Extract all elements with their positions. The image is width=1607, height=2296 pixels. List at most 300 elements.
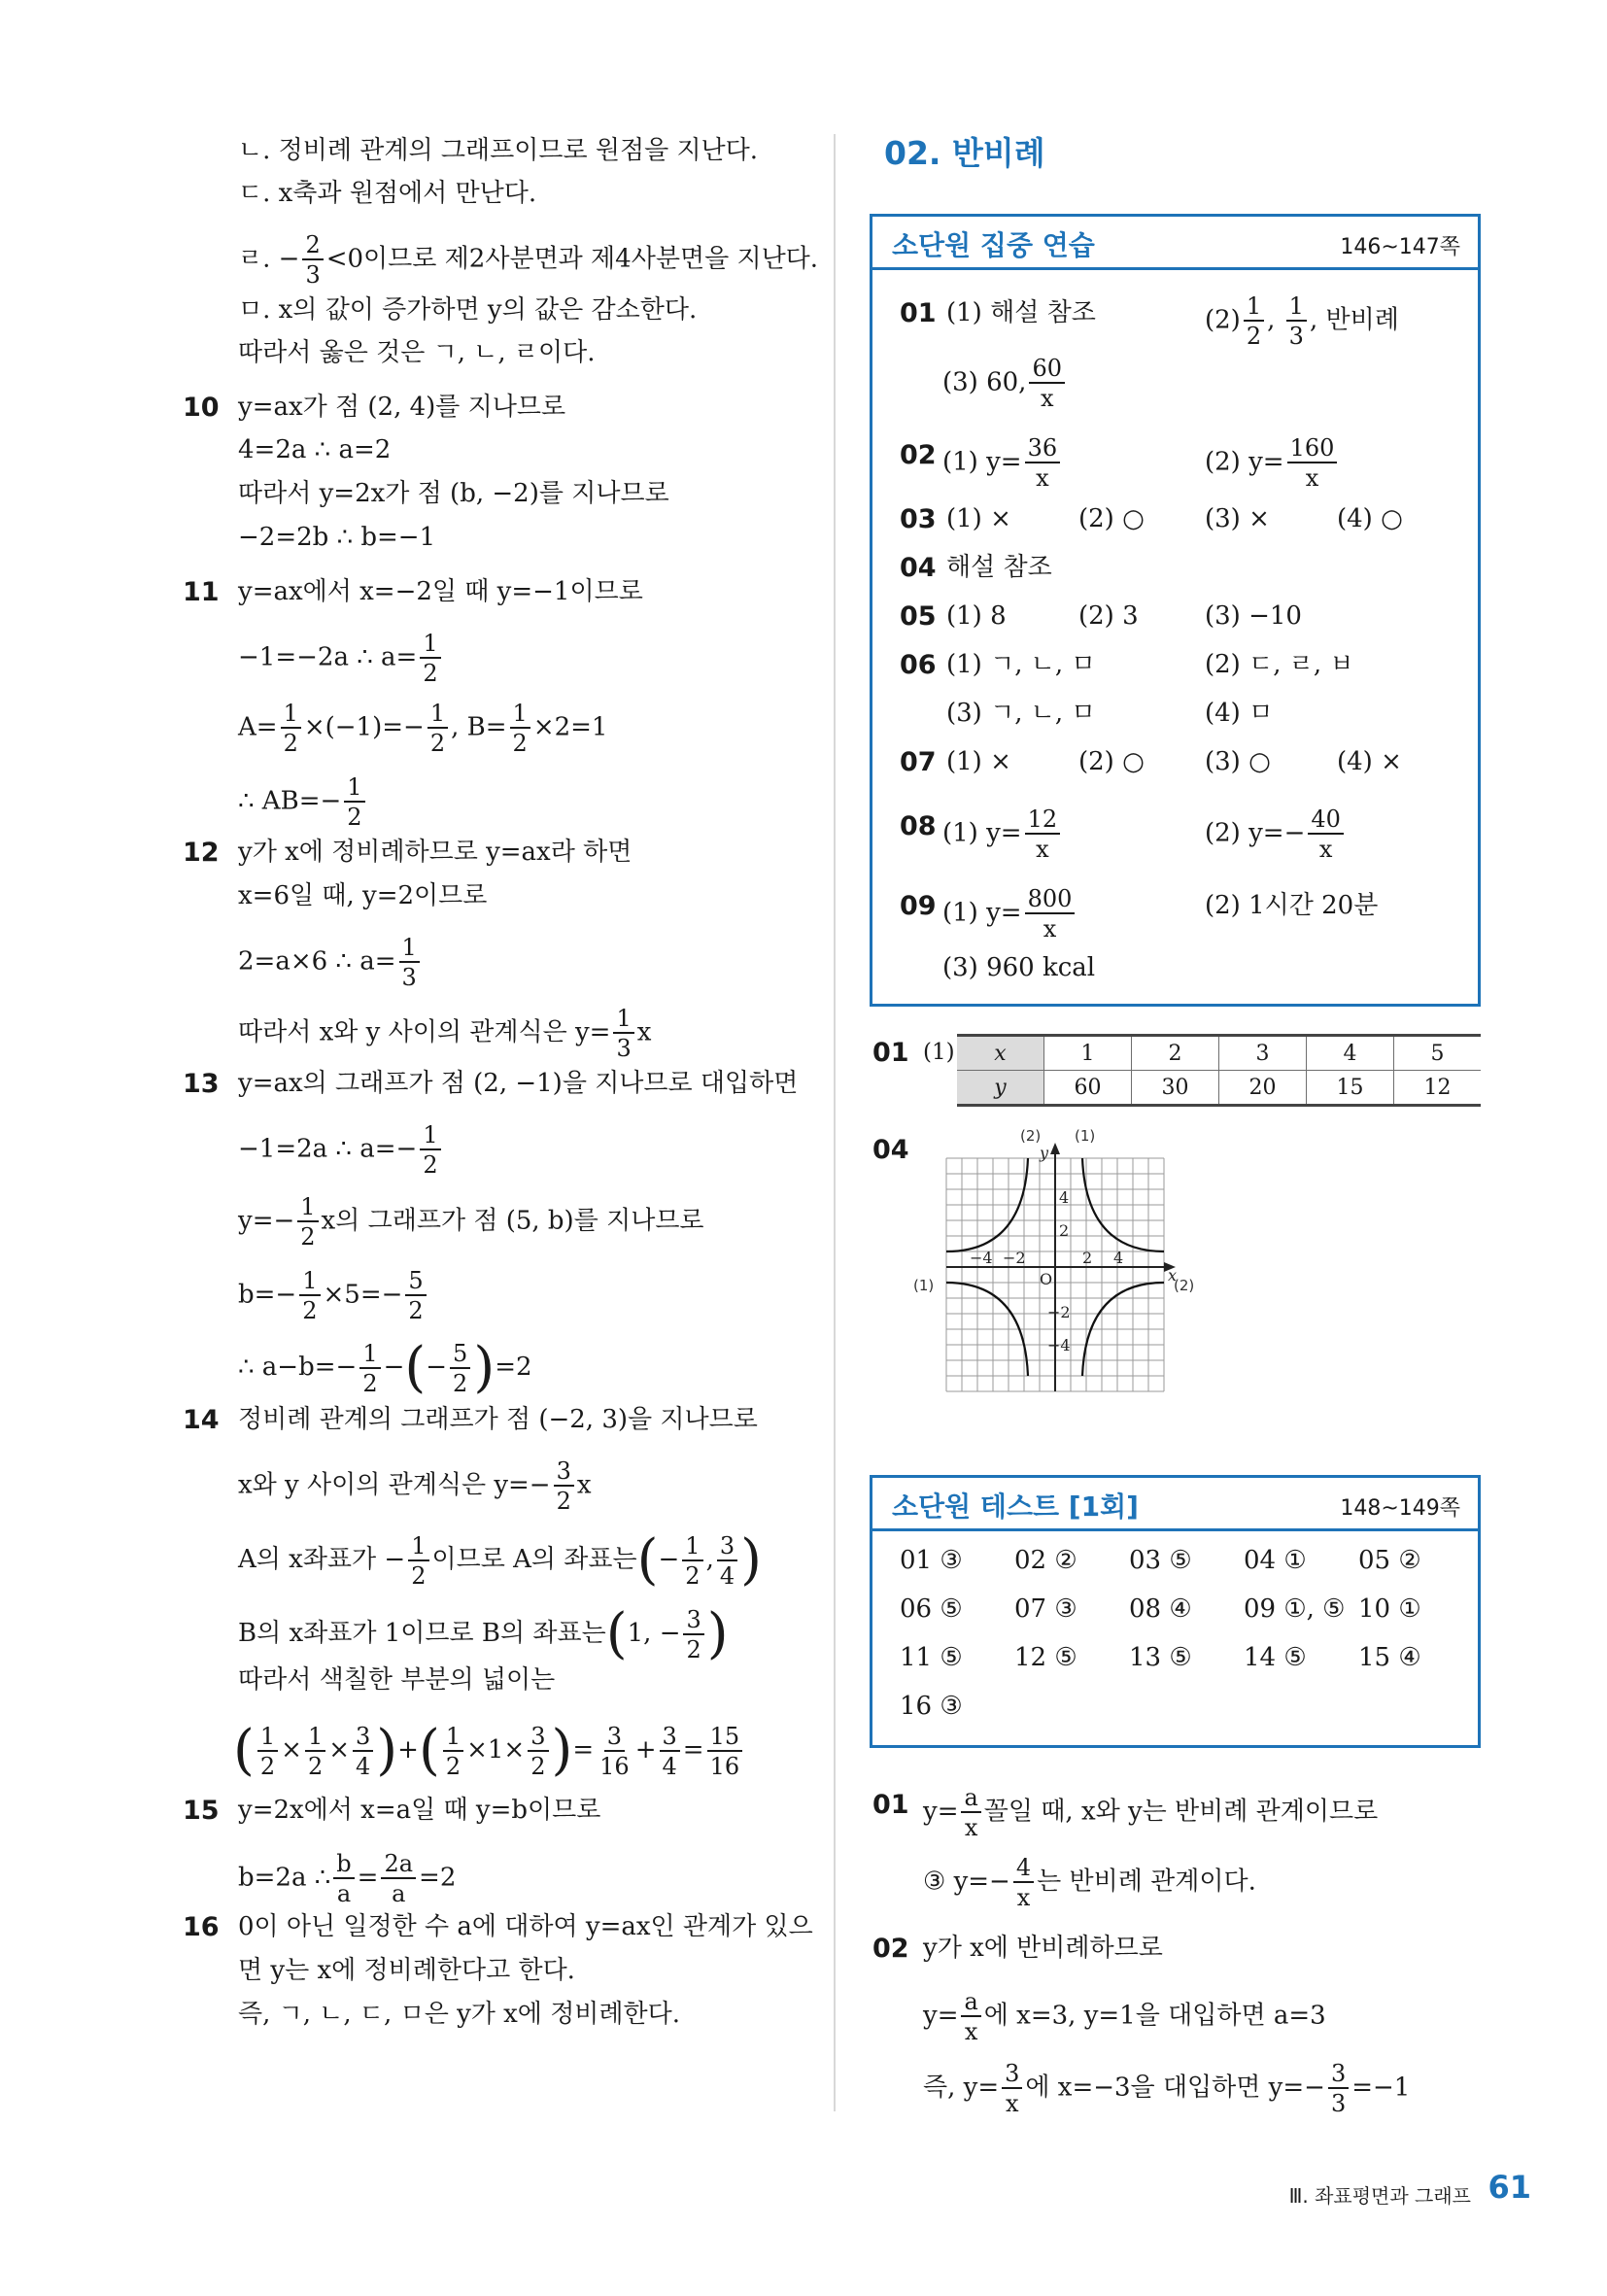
answer-text	[942, 807, 1063, 861]
answer-text	[942, 887, 1077, 941]
answer-item: 12 ⑤	[1014, 1643, 1077, 1672]
numerator: 3	[353, 1725, 373, 1752]
numerator: 1	[305, 1725, 325, 1752]
text: x	[636, 1017, 652, 1047]
numerator: 1	[420, 1123, 440, 1150]
table-cell: 60	[1044, 1071, 1132, 1106]
fraction	[420, 632, 440, 685]
text-line: y=ax가 점 (2, 4)를 지나므로	[238, 393, 566, 422]
fraction	[344, 775, 364, 829]
paren-close: )	[551, 1719, 573, 1782]
text: ×5=−	[323, 1280, 403, 1310]
fraction	[381, 1852, 416, 1905]
denominator: 2	[445, 1752, 462, 1780]
denominator: 2	[429, 730, 446, 757]
fraction	[1286, 294, 1307, 348]
numerator: 12	[1025, 807, 1061, 835]
text-line	[238, 775, 368, 829]
x-tick-label: 4	[1113, 1249, 1124, 1267]
denominator: 2	[307, 1752, 324, 1780]
text: ×	[281, 1735, 302, 1765]
denominator: 2	[556, 1488, 571, 1515]
denominator: 4	[662, 1752, 677, 1780]
text: x와 y 사이의 관계식은 y=−	[238, 1470, 551, 1500]
page-number: 61	[1487, 2169, 1531, 2206]
denominator: 2	[259, 1752, 276, 1780]
numerator: 1	[1286, 294, 1307, 322]
text-line: 따라서 옳은 것은 ㄱ, ㄴ, ㄹ이다.	[238, 338, 596, 367]
text-line: y=ax에서 x=−2일 때 y=−1이므로	[238, 577, 643, 606]
fraction	[450, 1339, 470, 1397]
text: A의 x좌표가 −	[238, 1545, 406, 1574]
denominator: 3	[1288, 323, 1304, 350]
fraction	[427, 702, 448, 755]
table-cell: 2	[1132, 1036, 1219, 1071]
answer-text	[1205, 436, 1340, 490]
answer-number: 04	[872, 1135, 909, 1165]
problem-number: 12	[183, 838, 220, 868]
answer-item: 11 ⑤	[900, 1643, 963, 1672]
answer-text: 해설 참조	[946, 553, 1052, 582]
text: x	[576, 1470, 592, 1500]
numerator: 2	[302, 233, 323, 260]
problem-number: 11	[183, 577, 220, 607]
page-range: 146~147쪽	[1340, 235, 1460, 259]
paren-close: )	[706, 1602, 729, 1665]
fraction	[961, 1990, 980, 2043]
fraction	[353, 1722, 373, 1780]
fraction	[1002, 2062, 1022, 2115]
numerator: 1	[408, 1534, 428, 1561]
curve-1-label: (1)	[913, 1277, 935, 1294]
paren-close: )	[376, 1719, 398, 1782]
answer-number: 09	[900, 891, 937, 921]
text: (1) y=	[942, 898, 1022, 928]
y-axis-arrow	[1050, 1143, 1060, 1154]
text-line	[238, 1007, 651, 1060]
text-line: 면 y는 x에 정비례한다고 한다.	[238, 1956, 575, 1985]
numerator: 3	[1002, 2062, 1022, 2089]
text: y=−	[238, 1206, 295, 1236]
denominator: 2	[411, 1561, 427, 1590]
text: =2	[419, 1863, 457, 1893]
numerator: 2a	[381, 1852, 416, 1879]
answer-text: (3) ㄱ, ㄴ, ㅁ	[946, 699, 1096, 728]
problem-number: 01	[872, 1790, 909, 1820]
fraction	[1025, 887, 1076, 941]
answer-number: 06	[900, 650, 937, 680]
denominator: x	[964, 1814, 978, 1841]
answer-text: (1) 8	[946, 601, 1007, 631]
text: 2=a×6 ∴ a=	[238, 946, 396, 977]
text-line: 0이 아닌 일정한 수 a에 대하여 y=ax인 관계가 있으	[238, 1912, 813, 1941]
text: 에 x=−3을 대입하면 y=−	[1025, 2073, 1325, 2103]
denominator: 2	[530, 1752, 546, 1780]
denominator: 2	[453, 1369, 468, 1397]
fraction	[443, 1722, 463, 1780]
fraction	[297, 1195, 318, 1249]
numerator: 3	[660, 1725, 680, 1752]
text: =	[572, 1735, 595, 1765]
answer-number: 01	[900, 298, 937, 328]
answer-number: 05	[900, 601, 937, 632]
text-line: ㄹ. − $\frac{2}{3}$ <0이므로 제2사분면과 제4사분면을 지난다.	[238, 231, 819, 289]
text: 꼴일 때, x와 y는 반비례 관계이므로	[983, 1797, 1379, 1827]
numerator: 1	[299, 1269, 320, 1296]
text-line: ㅁ. x의 값이 증가하면 y의 값은 감소한다.	[238, 295, 698, 325]
answer-text: (4) ○	[1337, 504, 1403, 533]
numerator: 3	[604, 1725, 625, 1752]
denominator: 2	[685, 1561, 701, 1590]
box-title: 소단원 테스트 [1회]	[892, 1491, 1139, 1523]
box-header	[872, 217, 1478, 270]
numerator: 3	[528, 1725, 548, 1752]
text: , 반비례	[1309, 305, 1399, 335]
denominator: 3	[401, 964, 417, 991]
text: <0이므로 제2사분면과 제4사분면을 지난다.	[325, 244, 819, 274]
text-line: y=ax의 그래프가 점 (2, −1)을 지나므로 대입하면	[238, 1069, 799, 1098]
x-tick-label: −2	[1003, 1249, 1026, 1267]
text: 이므로 A의 좌표는	[431, 1545, 637, 1574]
answer-text: (1) ×	[946, 747, 1011, 776]
fraction	[660, 1722, 680, 1780]
table-cell: 15	[1307, 1071, 1394, 1106]
numerator: a	[961, 1786, 980, 1813]
text: (2) y=−	[1205, 818, 1306, 848]
text-line: 정비례 관계의 그래프가 점 (−2, 3)을 지나므로	[238, 1405, 758, 1434]
text: ∴ AB=−	[238, 786, 342, 816]
text: 따라서 x와 y 사이의 관계식은 y=	[238, 1017, 611, 1047]
problem-number: 15	[183, 1796, 220, 1826]
text-line	[238, 936, 423, 989]
numerator: 1	[510, 702, 530, 729]
problem-number: 02	[872, 1934, 909, 1964]
text: 에 x=3, y=1을 대입하면 a=3	[983, 2001, 1326, 2031]
y-tick-label: −2	[1047, 1303, 1071, 1321]
answer-text: (2) ○	[1078, 747, 1145, 776]
table-cell: 20	[1219, 1071, 1307, 1106]
denominator: 4	[719, 1561, 735, 1590]
text: B의 x좌표가 1이므로 B의 좌표는	[238, 1619, 606, 1648]
numerator: 1	[399, 936, 420, 963]
value-table	[957, 1034, 1481, 1107]
table-cell: 30	[1132, 1071, 1219, 1106]
text: y=	[923, 1797, 959, 1827]
chapter-label: Ⅲ. 좌표평면과 그래프	[1288, 2184, 1471, 2208]
text-line: 따라서 색칠한 부분의 넓이는	[238, 1665, 556, 1695]
text: −	[426, 1353, 448, 1382]
text-line: 즉, ㄱ, ㄴ, ㄷ, ㅁ은 y가 x에 정비례한다.	[238, 2000, 681, 2029]
y-tick-label: 4	[1059, 1188, 1070, 1207]
denominator: a	[392, 1880, 406, 1907]
text: ,	[705, 1545, 714, 1574]
answer-number: 02	[900, 440, 937, 470]
answer-item: 09 ①, ⑤	[1244, 1594, 1346, 1624]
denominator: 16	[599, 1752, 630, 1780]
numerator: 3	[717, 1534, 737, 1561]
denominator: x	[1036, 464, 1049, 492]
text: (3) 60,	[942, 367, 1027, 397]
text-line	[238, 1459, 592, 1513]
y-axis-label: y	[1040, 1144, 1049, 1162]
answer-item: 10 ①	[1358, 1594, 1421, 1624]
text: ×1×	[466, 1735, 526, 1765]
sub-label: (1)	[923, 1040, 955, 1065]
box-title: 소단원 집중 연습	[892, 229, 1095, 261]
fraction	[1013, 1856, 1034, 1909]
fraction	[1244, 294, 1264, 348]
denominator: 4	[356, 1752, 371, 1780]
curve-2-label: (2)	[1020, 1127, 1042, 1145]
denominator: 2	[283, 730, 298, 757]
fraction	[1308, 807, 1344, 861]
x-tick-label: 2	[1082, 1249, 1093, 1267]
text-line	[238, 1123, 444, 1177]
text: (1) y=	[942, 447, 1022, 477]
text: +	[397, 1735, 419, 1765]
denominator: x	[1305, 464, 1319, 492]
x-axis-label: x	[1168, 1266, 1178, 1285]
fraction	[302, 233, 323, 287]
denominator: 2	[408, 1297, 424, 1324]
numerator: 5	[405, 1269, 426, 1296]
fraction	[682, 1531, 702, 1590]
text: −1=2a ∴ a=−	[238, 1134, 418, 1164]
answer-number: 01	[872, 1038, 909, 1068]
denominator: x	[964, 2018, 978, 2045]
fraction	[359, 1339, 380, 1397]
fraction	[510, 702, 530, 755]
numerator: 5	[450, 1342, 470, 1369]
denominator: x	[1040, 385, 1054, 412]
text-line	[923, 1786, 1378, 1839]
answer-text	[1205, 807, 1347, 861]
paren-open: (	[404, 1336, 427, 1399]
text: A=	[238, 712, 278, 742]
text: =	[357, 1863, 379, 1893]
denominator: 2	[300, 1223, 316, 1251]
text-line	[238, 1195, 704, 1249]
text-line: y가 x에 정비례하므로 y=ax라 하면	[238, 838, 633, 867]
text: ③ y=−	[923, 1867, 1010, 1897]
text-line	[233, 1719, 745, 1782]
curve-1-label: (1)	[1075, 1127, 1096, 1145]
denominator: 2	[512, 730, 528, 757]
table-row	[957, 1071, 1481, 1106]
numerator: 4	[1013, 1856, 1034, 1883]
answer-text	[942, 357, 1068, 410]
numerator: 1	[682, 1534, 702, 1561]
fraction	[683, 1605, 703, 1663]
answer-item: 13 ⑤	[1129, 1643, 1192, 1672]
table-cell: 12	[1394, 1071, 1482, 1106]
numerator: 15	[707, 1725, 743, 1752]
text: (2)	[1205, 305, 1241, 335]
text-line: 4=2a ∴ a=2	[238, 435, 392, 464]
answer-text	[942, 436, 1063, 490]
text-line	[923, 1856, 1256, 1909]
numerator: 1	[359, 1342, 380, 1369]
answer-item: 01 ③	[900, 1546, 963, 1575]
text: −	[383, 1353, 405, 1382]
text-line	[238, 1602, 729, 1665]
answer-text: (2) ㄷ, ㄹ, ㅂ	[1205, 650, 1354, 679]
text: =	[682, 1735, 704, 1765]
numerator: 1	[344, 775, 364, 803]
x-tick-label: −4	[970, 1249, 993, 1267]
denominator: 16	[709, 1752, 740, 1780]
text: 는 반비례 관계이다.	[1037, 1867, 1256, 1897]
page-range: 148~149쪽	[1340, 1496, 1460, 1521]
fraction	[1029, 357, 1065, 410]
text: =2	[495, 1353, 532, 1382]
text-line: 따라서 y=2x가 점 (b, −2)를 지나므로	[238, 479, 669, 508]
fraction	[613, 1007, 633, 1060]
problem-number: 13	[183, 1069, 220, 1099]
fraction	[1287, 436, 1338, 490]
fraction	[528, 1722, 548, 1780]
text: ∴ a−b=−	[238, 1353, 358, 1382]
table-header-cell: x	[957, 1036, 1044, 1071]
numerator: 3	[683, 1608, 703, 1635]
answer-item: 05 ②	[1358, 1546, 1421, 1575]
answer-item: 15 ④	[1358, 1643, 1421, 1672]
denominator: x	[1043, 915, 1057, 942]
answer-text: (4) ㅁ	[1205, 699, 1274, 728]
denominator: a	[336, 1880, 352, 1907]
text: x의 그래프가 점 (5, b)를 지나므로	[321, 1206, 704, 1236]
denominator: x	[1016, 1884, 1031, 1911]
fraction	[408, 1531, 428, 1590]
paren-open: (	[233, 1719, 255, 1782]
fraction	[305, 1722, 325, 1780]
numerator: 36	[1025, 436, 1061, 463]
answer-item: 08 ④	[1129, 1594, 1192, 1624]
text: b=2a ∴	[238, 1863, 331, 1893]
text-line: x=6일 때, y=2이므로	[238, 881, 488, 910]
numerator: b	[333, 1852, 354, 1879]
table-row	[957, 1036, 1481, 1071]
fraction	[597, 1722, 633, 1780]
answer-number: 03	[900, 504, 937, 534]
answer-item: 06 ⑤	[900, 1594, 963, 1624]
answer-text: (1) ㄱ, ㄴ, ㅁ	[946, 650, 1096, 679]
numerator: 1	[297, 1195, 318, 1222]
answer-number: 04	[900, 553, 937, 583]
denominator: 2	[362, 1369, 378, 1397]
text-line: −2=2b ∴ b=−1	[238, 523, 436, 552]
answer-text: (1) ×	[946, 504, 1011, 533]
denominator: 3	[1330, 2090, 1347, 2117]
numerator: 800	[1025, 887, 1076, 914]
text-line	[238, 702, 607, 755]
fraction	[257, 1722, 278, 1780]
numerator: 160	[1287, 436, 1338, 463]
section-title: 02. 반비례	[884, 134, 1045, 172]
denominator: 2	[302, 1297, 318, 1324]
answer-text: (4) ×	[1337, 747, 1402, 776]
fraction	[1025, 436, 1061, 490]
fraction	[1328, 2062, 1349, 2115]
denominator: 2	[423, 1151, 438, 1179]
fraction	[299, 1269, 320, 1322]
text: −	[658, 1545, 680, 1574]
text: (2) y=	[1205, 447, 1284, 477]
text: (1) y=	[942, 818, 1022, 848]
y-tick-label: 2	[1059, 1221, 1070, 1240]
text: ×(−1)=−	[303, 712, 425, 742]
text: ㄹ.	[238, 244, 271, 274]
answer-text: (2) ○	[1078, 504, 1145, 533]
answer-item: 07 ③	[1014, 1594, 1077, 1624]
answer-item: 02 ②	[1014, 1546, 1077, 1575]
text-line	[238, 1269, 429, 1322]
answer-text: (2) $\frac{1}{2}$ , $\frac{1}{3}$ , 반비례	[1205, 292, 1399, 350]
fraction	[399, 936, 420, 989]
denominator: 3	[305, 261, 321, 289]
column-divider	[834, 134, 836, 2111]
numerator: 1	[257, 1725, 278, 1752]
answer-text: (1) 해설 참조	[946, 298, 1096, 327]
test-answer-box	[870, 1475, 1481, 1748]
fraction	[961, 1786, 980, 1839]
denominator: 2	[1246, 323, 1262, 350]
table-header-cell: y	[957, 1071, 1044, 1106]
answer-text: (3) ○	[1205, 747, 1271, 776]
text-line: y가 x에 반비례하므로	[923, 1934, 1163, 1963]
answer-text: (2) 1시간 20분	[1205, 891, 1379, 920]
numerator: 1	[443, 1725, 463, 1752]
text: 즉, y=	[923, 2073, 1000, 2103]
denominator: x	[1036, 836, 1049, 863]
answer-item: 14 ⑤	[1244, 1643, 1307, 1672]
denominator: 2	[423, 660, 438, 687]
origin-label: O	[1040, 1270, 1053, 1288]
problem-number: 16	[183, 1912, 220, 1942]
table-cell: 4	[1307, 1036, 1394, 1071]
fraction	[333, 1852, 354, 1905]
text: , B=	[451, 712, 507, 742]
text-line	[238, 1528, 762, 1592]
numerator: 1	[281, 702, 301, 729]
y-tick-label: −4	[1047, 1336, 1071, 1354]
problem-number: 14	[183, 1405, 220, 1435]
fraction	[707, 1722, 743, 1780]
text: ×	[328, 1735, 351, 1765]
text-line: ㄷ. x축과 원점에서 만난다.	[238, 179, 537, 208]
text: 1, −	[627, 1619, 681, 1648]
hyperbola-graph	[913, 1127, 1205, 1399]
numerator: 60	[1029, 357, 1065, 384]
axes	[946, 1148, 1170, 1391]
text: y=	[923, 2001, 959, 2031]
denominator: x	[1318, 836, 1333, 863]
answer-item: 04 ①	[1244, 1546, 1307, 1575]
paren-open: (	[636, 1528, 659, 1592]
table-cell: 5	[1394, 1036, 1482, 1071]
answer-item: 03 ⑤	[1129, 1546, 1192, 1575]
fraction	[420, 1123, 440, 1177]
text: −1=−2a ∴ a=	[238, 642, 418, 672]
text-line: y=2x에서 x=a일 때 y=b이므로	[238, 1796, 601, 1825]
paren-close: )	[740, 1528, 762, 1592]
numerator: 1	[420, 632, 440, 659]
paren-open: (	[418, 1719, 440, 1782]
numerator: 3	[554, 1459, 574, 1487]
answer-number: 07	[900, 747, 937, 777]
answer-text: (2) 3	[1078, 601, 1139, 631]
numerator: 3	[1328, 2062, 1349, 2089]
